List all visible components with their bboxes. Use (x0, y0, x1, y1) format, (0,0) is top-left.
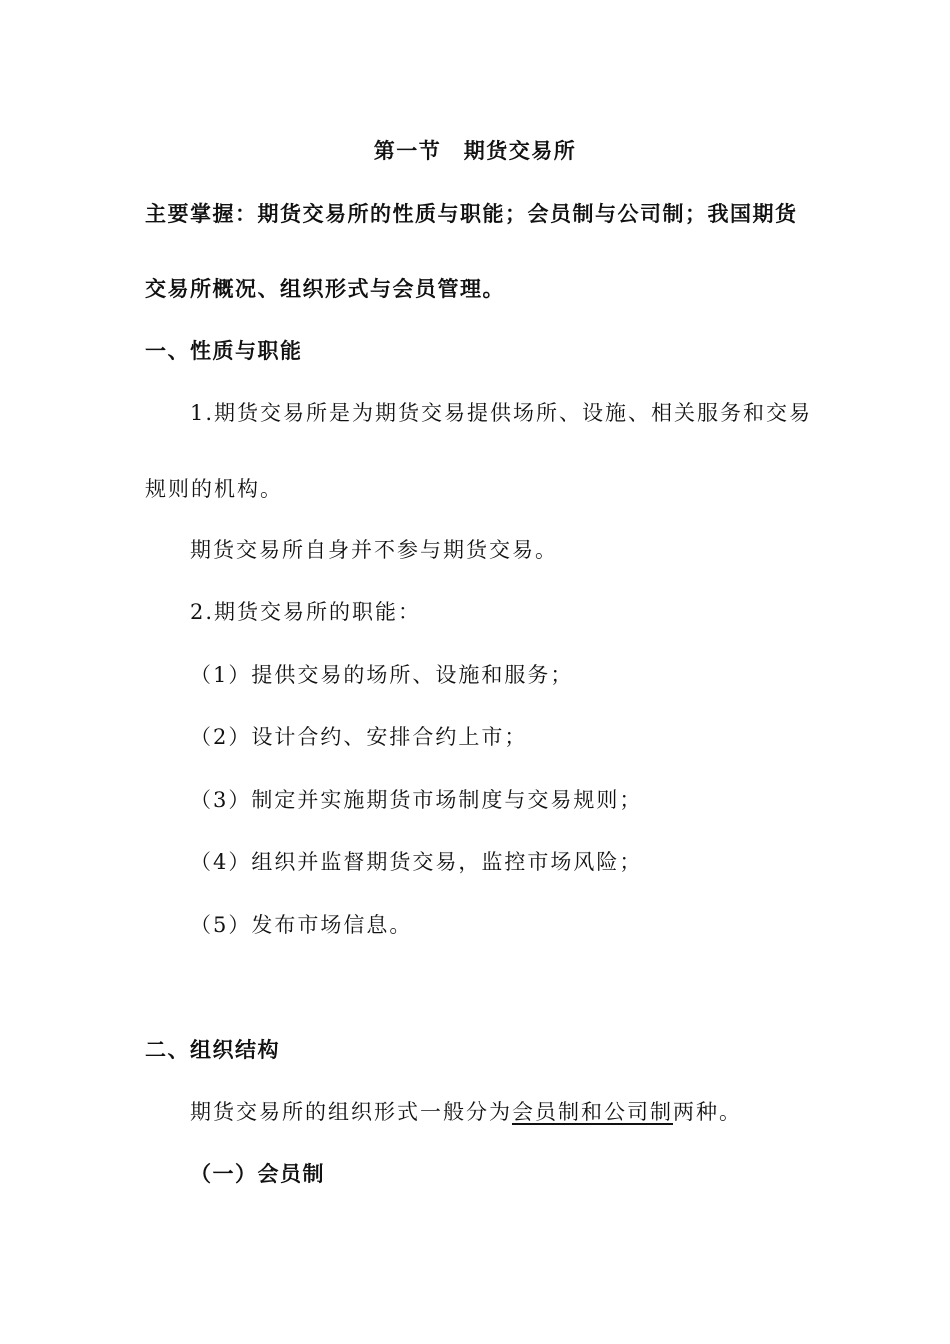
function-item: （2）设计合约、安排合约上市； (190, 725, 528, 749)
part1-para1-line-1: 1.期货交易所是为期货交易提供场所、设施、相关服务和交易 (190, 401, 813, 425)
functions-heading: 2.期货交易所的职能： (190, 600, 422, 624)
part2-intro-underlined: 会员制和公司制 (512, 1100, 673, 1124)
part2-heading: 二、组织结构 (145, 1038, 280, 1062)
key-points-line-1: 主要掌握：期货交易所的性质与职能；会员制与公司制；我国期货 (145, 202, 798, 226)
part2-intro-post: 两种。 (673, 1100, 742, 1124)
section-title: 第一节 期货交易所 (373, 139, 577, 163)
part1-para2: 期货交易所自身并不参与期货交易。 (190, 538, 558, 562)
part2-intro-pre: 期货交易所的组织形式一般分为 (190, 1100, 512, 1124)
function-item: （5）发布市场信息。 (190, 913, 413, 937)
function-item: （3）制定并实施期货市场制度与交易规则； (190, 788, 643, 812)
key-points-line-2: 交易所概况、组织形式与会员管理。 (145, 277, 505, 301)
part1-para1-line-2: 规则的机构。 (145, 477, 283, 501)
part1-heading: 一、性质与职能 (145, 339, 303, 363)
part2-sub-heading: （一）会员制 (190, 1162, 325, 1186)
function-item: （4）组织并监督期货交易，监控市场风险； (190, 850, 643, 874)
part2-intro (190, 1098, 742, 1126)
function-item: （1）提供交易的场所、设施和服务； (190, 663, 574, 687)
